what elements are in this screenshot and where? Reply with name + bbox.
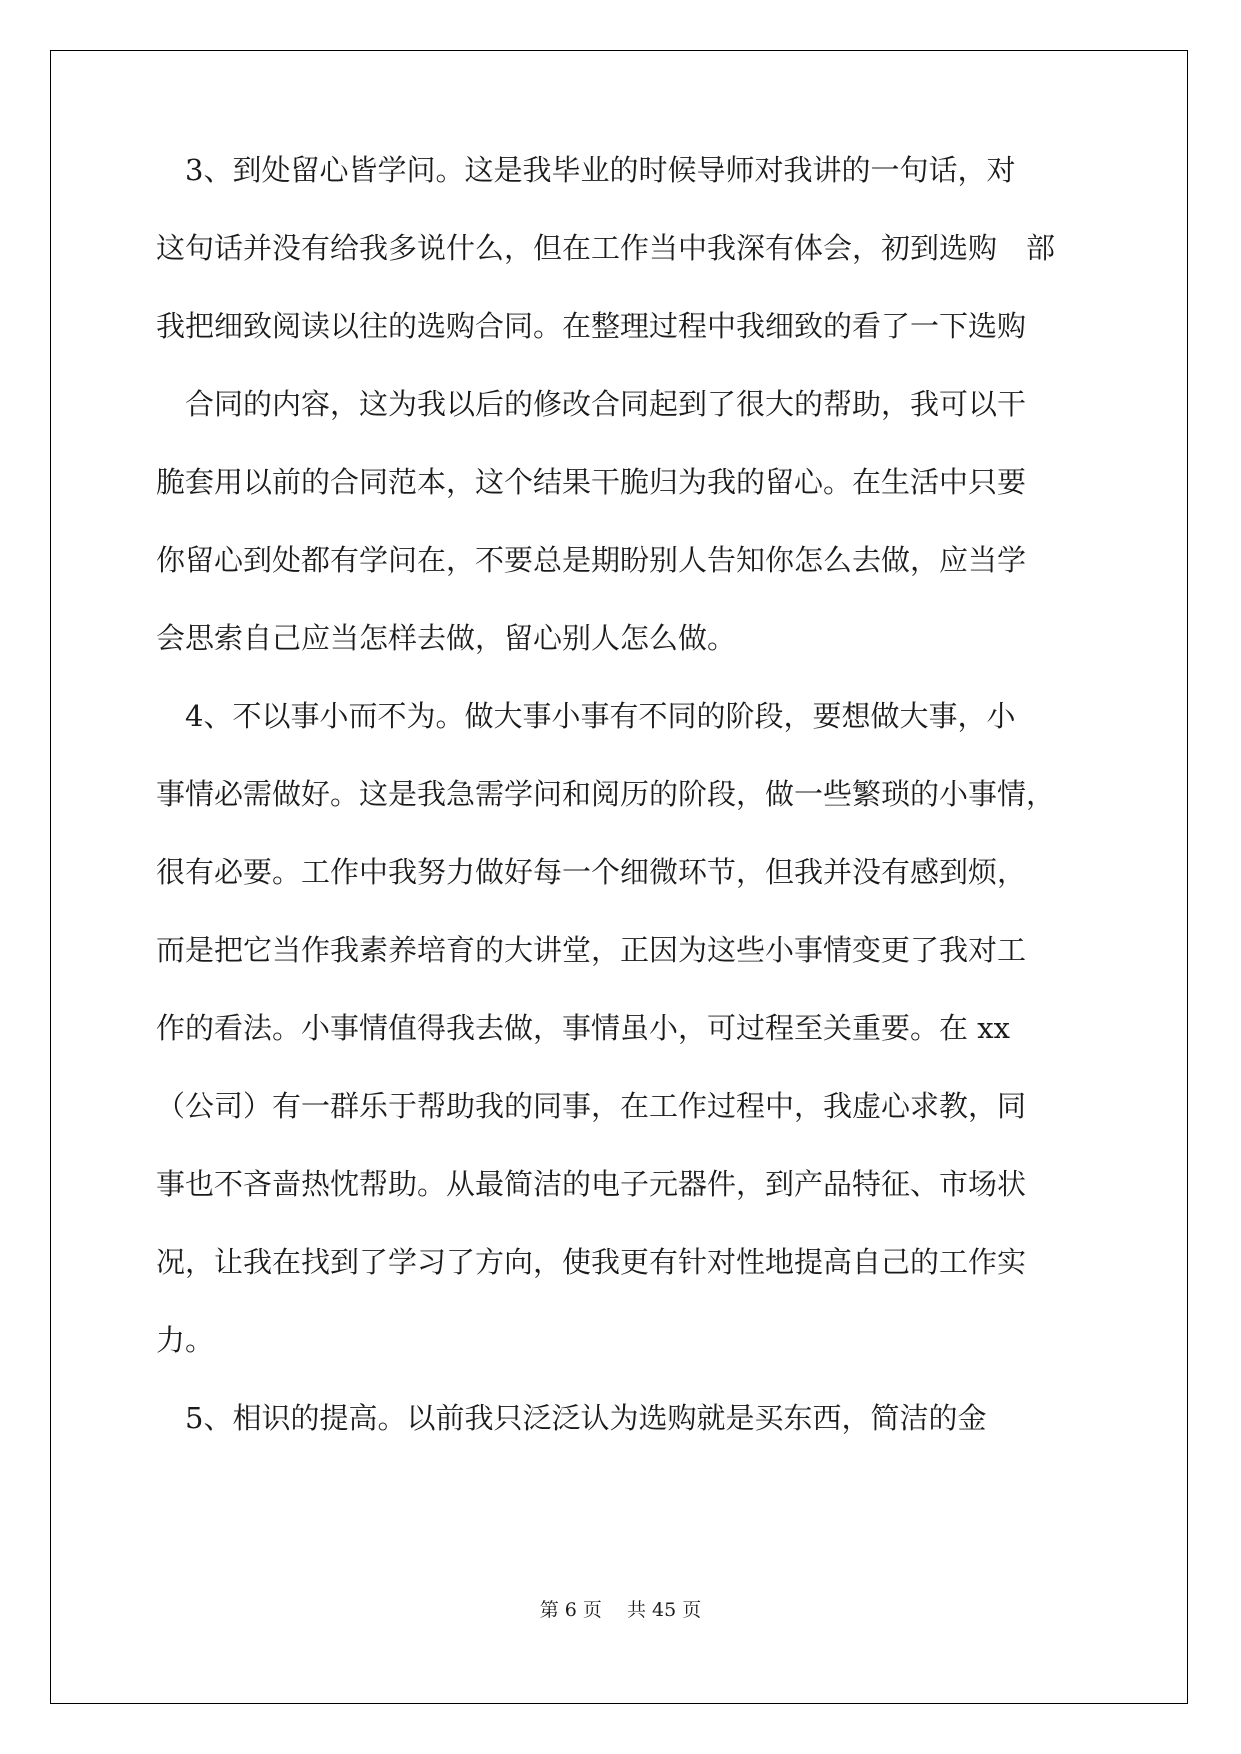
text-line: 事也不吝啬热忱帮助。从最简洁的电子元器件，到产品特征、市场状 (156, 1167, 1027, 1201)
text-line: 5、相识的提高。以前我只泛泛认为选购就是买东西，简洁的金 (156, 1401, 987, 1435)
text-line: 4、不以事小而不为。做大事小事有不同的阶段，要想做大事，小 (156, 699, 1016, 733)
text-line: 而是把它当作我素养培育的大讲堂，正因为这些小事情变更了我对工 (156, 933, 1027, 967)
text-line: 会思索自己应当怎样去做，留心别人怎么做。 (156, 621, 737, 655)
text-line: 3、到处留心皆学问。这是我毕业的时候导师对我讲的一句话，对 (156, 153, 1016, 187)
text-line: 你留心到处都有学问在，不要总是期盼别人告知你怎么去做，应当学 (156, 543, 1027, 577)
text-line: 这句话并没有给我多说什么，但在工作当中我深有体会，初到选购 部 (156, 231, 1056, 265)
page-number: 第 6 页 共 45 页 (539, 1599, 702, 1621)
text-line: 脆套用以前的合同范本，这个结果干脆归为我的留心。在生活中只要 (156, 465, 1027, 499)
text-line: 很有必要。工作中我努力做好每一个细微环节，但我并没有感到烦， (156, 855, 1027, 889)
text-line: 况，让我在找到了学习了方向，使我更有针对性地提高自己的工作实 (156, 1245, 1027, 1279)
text-line: 事情必需做好。这是我急需学问和阅历的阶段，做一些繁琐的小事情， (156, 777, 1056, 811)
text-line: 作的看法。小事情值得我去做，事情虽小，可过程至关重要。在 xx (156, 1011, 1010, 1045)
text-line: 力。 (156, 1323, 215, 1357)
text-line: 我把细致阅读以往的选购合同。在整理过程中我细致的看了一下选购 (156, 309, 1027, 343)
text-line: 合同的内容，这为我以后的修改合同起到了很大的帮助，我可以干 (156, 387, 1027, 421)
text-line: （公司）有一群乐于帮助我的同事，在工作过程中，我虚心求教，同 (156, 1089, 1027, 1123)
